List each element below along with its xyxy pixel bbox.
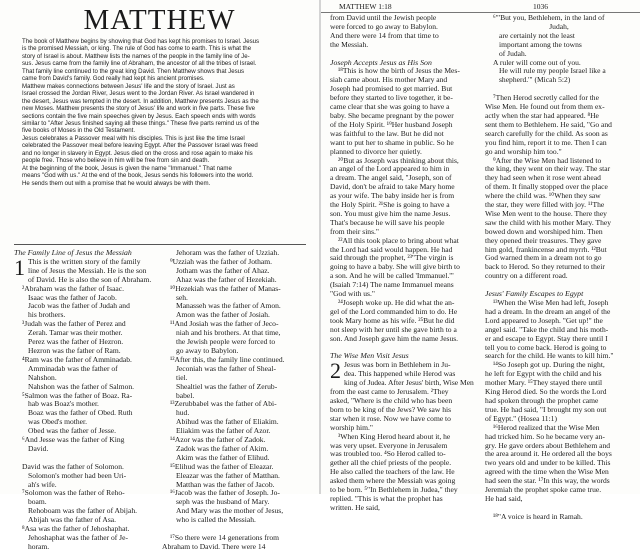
verse-line: 2 Jesus was born in Bethlehem in Ju- [330, 358, 451, 384]
verse-line: had tricked him. So he became very an- [485, 431, 605, 441]
verse-line: seh. [176, 292, 188, 302]
verse-line: was very upset. Everyone in Jerusalem [330, 440, 448, 450]
verse-line: gel of the Lord commanded him to do. He [330, 306, 458, 316]
intro-line: Matthew makes connections between Jesus' life and the story of Israel. Just as [22, 82, 235, 90]
verse-line: David. [28, 443, 49, 453]
right-page [321, 0, 640, 521]
verse-line: going to have a baby. She will give birth to [330, 262, 460, 272]
verse-line: horam. [28, 541, 50, 551]
verse-line: tell you to come back. Herod is going to [485, 342, 607, 352]
verse-line: ²⁰But as Joseph was thinking about this, [338, 155, 459, 165]
verse-line: Jehoshaphat was the father of Je- [28, 533, 128, 542]
section-heading: Jesus' Family Escapes to Egypt [485, 289, 584, 299]
intro-line: Israel crossed the Jordan River, Jesus went to the Jordan River. As Israel wandered in [22, 90, 255, 98]
intro-line: came from David's family. God really had kept his ancient promises. [22, 75, 205, 83]
verse-line: as your wife. The baby inside her is from [330, 191, 455, 201]
verse-line: Amminadab was the father of [28, 363, 118, 373]
verse-line: the Lord had said would happen. He had [330, 244, 453, 254]
verse-line: asked, "Where is the child who has been [330, 395, 453, 405]
verse-line: gether all the chief priests of the people. [330, 458, 452, 468]
verse-line: of Egypt." (Hosea 11:1) [485, 413, 557, 423]
verse-line: ¹⁸"A voice is heard in Ramah. [493, 511, 583, 521]
verse-line: asked them where the Messiah was going [330, 476, 456, 486]
book-introduction [14, 38, 306, 187]
verse-line: Abraham to David. There were 14 [162, 541, 266, 551]
verse-line: you find him, report it to me. Then I can [485, 137, 607, 147]
verse-line: ¹⁴Azor was the father of Zadok. [170, 435, 266, 445]
verse-line: back to Herod. So they returned to their [485, 262, 605, 272]
verse-line: seph was the husband of Mary. [176, 497, 270, 507]
verse-line: babel. [176, 390, 195, 400]
verse-line: God warned them in a dream not to go [485, 253, 602, 263]
verse-line: was faithful to the law. But he did not [330, 128, 444, 138]
verse-line: king of Judea. After Jesus' birth, Wise Men [344, 378, 474, 388]
left-column-2 [162, 249, 308, 552]
verse-line: ⁶And Jesse was the father of King [22, 435, 125, 445]
verse-line: ¹³When the Wise Men had left, Joseph [493, 298, 609, 307]
verse-line: came clear that she was going to have a [330, 102, 450, 112]
section-heading: The Wise Men Visit Jesus [330, 351, 409, 361]
verse-line: Rehoboam was the father of Abijah. [28, 506, 137, 516]
verse-line: Abijah was the father of Asa. [28, 515, 117, 525]
verse-line: King Herod died. So the words the Lord [485, 387, 607, 397]
verse-line: ¹⁷So there were 14 generations from [170, 533, 280, 542]
intro-line: sus. Jesus came from the family line of Abraham, the ancestor of all the tribes of Israel. [22, 60, 257, 68]
verse-line: they had seen when it rose went ahead [485, 173, 601, 183]
verse-line: of Judah. [499, 48, 527, 58]
verse-line: boam. [28, 497, 47, 507]
verse-line: He will rule my people Israel like a [499, 66, 606, 76]
verse-line: ⁵Salmon was the father of Boaz. Ra- [22, 390, 133, 400]
intro-divider [14, 244, 306, 245]
verse-line: from the east came to Jerusalem. ²They [330, 387, 449, 397]
verse-line: (Isaiah 7:14) The name Immanuel means [330, 280, 454, 290]
running-head: MATTHEW 1:18 [339, 2, 392, 11]
verse-line: saw the child with his mother Mary. They [485, 217, 611, 227]
verse-line: the Jewish people were forced to [176, 337, 276, 347]
verse-line: ¹⁶Jacob was the father of Joseph. Jo- [170, 488, 280, 498]
verse-line: of the Holy Spirit. ¹⁹Her husband Joseph [330, 119, 453, 129]
intro-line: five books of Moses in the Old Testament. [22, 127, 136, 135]
verse-line: son. You must give him the name Jesus. [330, 208, 451, 218]
verse-line: Ahaz was the father of Hezekiah. [176, 274, 277, 284]
verse-line: who is called the Messiah. [176, 515, 256, 525]
verse-line: mother Mary. ¹⁵They stayed there until [485, 378, 603, 388]
verse-line: actly when the star had appeared. ⁸He [485, 110, 599, 120]
verse-line: agreed with the time when the Wise Men [485, 467, 609, 477]
verse-line: the Holy Spirit. ²¹She is going to have a [330, 200, 450, 210]
verse-line: sent them to Bethlehem. He said, "Go and [485, 119, 612, 129]
verse-line: to be born. ⁵"In Bethlehem in Judea," they [330, 485, 458, 495]
verse-line: ⁶"'But you, Bethlehem, in the land of [493, 13, 605, 22]
intro-line: At the beginning of the book, Jesus is given the name "Immanuel." That name [22, 164, 232, 172]
verse-line: Manasseh was the father of Amon. [176, 301, 281, 311]
verse-line: That's because he will save his people [330, 217, 445, 227]
verse-line: 1 This is the written story of the family [14, 254, 141, 280]
verse-line: Wise Men. He found out from them ex- [485, 102, 605, 112]
verse-line: of them. It finally stopped over the place [485, 182, 608, 192]
intro-line: and no longer in slavery in Egypt. Jesus died on the cross and rose again to make his [22, 149, 253, 157]
verse-line: ¹⁰Hezekiah was the father of Manas- [170, 283, 281, 293]
verse-line: ²²All this took place to bring about what [338, 235, 459, 245]
verse-line: ¹⁵Elihud was the father of Eleazar. [170, 461, 274, 471]
verse-line: the area around it. He ordered all the boys [485, 449, 612, 459]
verse-line: Eliakim was the father of Azor. [176, 426, 271, 436]
verse-line: not sleep with her until she gave birth to a [330, 324, 457, 334]
verse-line: from their sins." [330, 226, 379, 236]
verse-line: ³Judah was the father of Perez and [22, 319, 126, 329]
verse-line: Lord appeared to Joseph. "Get up!" the [485, 315, 603, 325]
verse-line: He also called the teachers of the law. He [330, 467, 455, 477]
verse-line: He had said, [485, 493, 523, 503]
verse-line: Judah, [549, 21, 569, 31]
verse-line: planned to divorce her quietly. [330, 146, 422, 156]
verse-line: a son. And he will be called 'Immanuel.'" [330, 271, 454, 281]
verse-line: they opened their treasures. They gave [485, 235, 602, 245]
verse-line: Boaz was the father of Obed. Ruth [28, 408, 133, 418]
intro-line: sections contain the five main speeches given by Jesus. Each speech ends with words [22, 112, 256, 120]
verse-line: angel said. "Take the child and his moth- [485, 324, 609, 334]
verse-line: Perez was the father of Hezron. [28, 337, 124, 347]
verse-line: worship him." [330, 422, 373, 432]
verse-line: tiel. [176, 372, 188, 382]
verse-line: son. And Joseph gave him the name Jesus. [330, 333, 459, 343]
verse-line: niah and his brothers. At that time, [176, 328, 281, 338]
verse-line: ²Abraham was the father of Isaac. [22, 283, 125, 293]
verse-line: Zerah. Tamar was their mother. [28, 328, 123, 338]
verse-line: Zadok was the father of Akim. [176, 443, 269, 453]
verse-line: baby. She became pregnant by the power [330, 110, 454, 120]
verse-line: er and escape to Egypt. Stay there until I [485, 333, 608, 343]
verse-line: ah's wife. [28, 479, 57, 489]
verse-line: ⁷Then Herod secretly called for the [493, 93, 599, 103]
intro-line: story of Israel is about. Matthew lists the names of the people in the family line of Je- [22, 52, 250, 60]
intro-line: The book of Matthew begins by showing that God has kept his promises to Israel. Jesus [22, 38, 260, 45]
verse-line: ⁹After the Wise Men had listened to [493, 155, 602, 165]
verse-line: two years old and under to be killed. This [485, 458, 611, 468]
intro-line: people free. Those who believe in him will be free from sin and death. [22, 157, 210, 165]
intro-line: Jesus celebrates a Passover meal with his disciples. This is just like the time Israel [22, 134, 245, 142]
section-heading: Joseph Accepts Jesus as His Son [330, 57, 432, 67]
verse-line: had spoken through the prophet came [485, 395, 599, 405]
verse-line: are certainly not the least [499, 30, 575, 40]
verse-line: Obed was the father of Jesse. [28, 426, 117, 436]
intro-line: is the promised Messiah, or king. The rule of God has come to earth. This is what the [22, 45, 252, 53]
verse-line: And there were 14 from that time to [330, 30, 439, 40]
verse-line: he left for Egypt with the child and his [485, 369, 602, 379]
verse-line: Shealtiel was the father of Zerub- [176, 381, 278, 391]
verse-line: hud. [176, 408, 190, 418]
verse-line: written. He said, [330, 502, 380, 512]
book-title: MATTHEW [83, 4, 236, 36]
verse-line: ¹⁶Herod realized that the Wise Men [493, 422, 600, 432]
verse-line: bowed down and worshiped him. Then [485, 226, 603, 236]
verse-line: ¹²After this, the family line continued. [170, 354, 285, 364]
verse-line: Nahshon. [28, 372, 57, 382]
verse-line: go and worship him too." [485, 146, 562, 156]
verse-line: Jotham was the father of Ahaz. [176, 265, 270, 275]
verse-line: go away to Babylon. [176, 345, 239, 355]
verse-line: had seen the star. ¹⁷In this way, the words [485, 476, 610, 486]
intro-line: similar to "After Jesus finished saying all these things." These five parts remind us of the [22, 119, 260, 127]
verse-line: David, don't be afraid to take Mary home [330, 182, 455, 192]
verse-line: the Messiah. [330, 39, 369, 49]
verse-line: true. He had said, "I brought my son out [485, 404, 607, 414]
verse-line: ⁷Solomon was the father of Reho- [22, 488, 125, 498]
left-column-1 [14, 249, 154, 552]
verse-line: star when it rose. Now we have come to [330, 413, 451, 423]
verse-line: the king, they went on their way. The star [485, 164, 611, 174]
verse-line: search carefully for the child. As soon as [485, 128, 608, 138]
verse-line: an angel of the Lord appeared to him in [330, 164, 450, 174]
intro-paragraph [14, 83, 306, 135]
intro-line: means "God with us." At the end of the book, Jesus sends his followers into the world. [22, 172, 254, 180]
verse-line: dea. This happened while Herod was [344, 369, 456, 379]
intro-line: the desert, Jesus was tempted in the desert. In addition, Matthew presents Jesus as the [22, 97, 259, 105]
verse-line: born to be king of the Jews? We saw his [330, 404, 452, 414]
intro-line: He sends them out with a promise that he would always be with them. [22, 179, 211, 187]
verse-line: "God with us." [330, 289, 375, 299]
intro-paragraph [14, 135, 306, 165]
verse-line: Nahshon was the father of Salmon. [28, 381, 135, 391]
verse-line: was Obed's mother. [28, 417, 88, 427]
verse-line: Jehoram was the father of Uzziah. [176, 248, 280, 257]
verse-line: from David until the Jewish people [330, 13, 437, 22]
verse-line: hab was Boaz's mother. [28, 399, 99, 409]
intro-line: That family line continued to the great king David. Then Matthew shows that Jesus [22, 67, 245, 75]
verse-line: And Mary was the mother of Jesus, [176, 506, 284, 516]
verse-line: siah came about. His mother Mary and [330, 75, 448, 85]
verse-line: Joseph had promised to get married. But [330, 84, 453, 94]
verse-line: Solomon's mother had been Uri- [28, 470, 127, 480]
verse-line: were forced to go away to Babylon. [330, 21, 438, 31]
verse-line: ¹¹And Josiah was the father of Jeco- [170, 319, 279, 329]
verse-line: the star, they were filled with joy. ¹¹The [485, 200, 605, 210]
verse-line: country on a different road. [485, 271, 568, 281]
intro-line: celebrated the Passover meal before leaving Egypt. After the Passover Israel was freed [22, 142, 258, 150]
verse-line: want to put her to shame in public. So he [330, 137, 454, 147]
verse-line: a dream. The angel said, "Joseph, son of [330, 173, 452, 183]
verse-line: ⁴Ram was the father of Amminadab. [22, 354, 132, 364]
verse-line: Wise Men went to the house. There they [485, 208, 607, 218]
verse-line: ⁹Uzziah was the father of Jotham. [170, 256, 272, 266]
section-heading: The Family Line of Jesus the Messiah [14, 248, 132, 257]
verse-line: said through the prophet, ²³"The virgin is [330, 253, 454, 263]
verse-line: line of Jesus the Messiah. He is the son [28, 265, 147, 275]
verse-line: ¹⁴So Joseph got up. During the night, [493, 360, 605, 370]
verse-line: ¹⁸This is how the birth of Jesus the Mes- [338, 66, 460, 76]
verse-line: Jeremiah the prophet spoke came true. [485, 485, 602, 495]
verse-line: ¹³Zerubbabel was the father of Abi- [170, 399, 277, 409]
verse-line: took Mary home as his wife. ²⁵But he did [330, 315, 455, 325]
intro-paragraph [14, 38, 306, 83]
verse-line: his brothers. [28, 310, 66, 320]
verse-line: shepherd.'" (Micah 5:2) [499, 75, 571, 85]
verse-line: him gold, frankincense and myrrh. ¹²But [485, 244, 607, 254]
verse-line: search for the child. He wants to kill him." [485, 351, 614, 361]
verse-line: Jacob was the father of Judah and [28, 301, 130, 311]
verse-line: Amon was the father of Josiah. [176, 310, 270, 320]
verse-line: Hezron was the father of Ram. [28, 345, 121, 355]
verse-line: had a dream. In the dream an angel of the [485, 306, 611, 316]
verse-line: where the child was. ¹⁰When they saw [485, 191, 601, 201]
verse-line: replied. "This is what the prophet has [330, 493, 443, 503]
intro-paragraph [14, 165, 306, 187]
verse-line: ²⁴Joseph woke up. He did what the an- [338, 298, 455, 307]
verse-line: before they started to live together, it be- [330, 93, 453, 103]
chapter-number: 1 [14, 254, 25, 280]
verse-line: A ruler will come out of you. [493, 57, 581, 67]
right-column-1 [330, 14, 476, 513]
verse-line: Isaac was the father of Jacob. [28, 292, 117, 302]
verse-line: Akim was the father of Elihud. [176, 452, 270, 462]
right-column-2 [485, 14, 633, 522]
verse-line: ³When King Herod heard about it, he [338, 431, 451, 441]
verse-line: of David. He is also the son of Abraham. [28, 274, 152, 284]
verse-line: gry. He gave orders about Bethlehem and [485, 440, 611, 450]
verse-line: Abihud was the father of Eliakim. [176, 417, 279, 427]
verse-line: important among the towns [499, 39, 582, 49]
verse-line: Eleazar was the father of Matthan. [176, 470, 280, 480]
verse-line: Matthan was the father of Jacob. [176, 479, 275, 489]
page-number: 1036 [533, 2, 548, 11]
verse-line: David was the father of Solomon. [22, 461, 124, 471]
left-page [0, 0, 319, 551]
verse-line: Jeconiah was the father of Sheal- [176, 363, 276, 373]
verse-line: ⁸Asa was the father of Jehoshaphat. [22, 524, 130, 534]
intro-line: new Moses. Matthew presents the story of Jesus' life and work in five parts. These five [22, 105, 256, 113]
chapter-number: 2 [330, 358, 341, 384]
verse-line: was troubled too. ⁴So Herod called to- [330, 449, 446, 459]
